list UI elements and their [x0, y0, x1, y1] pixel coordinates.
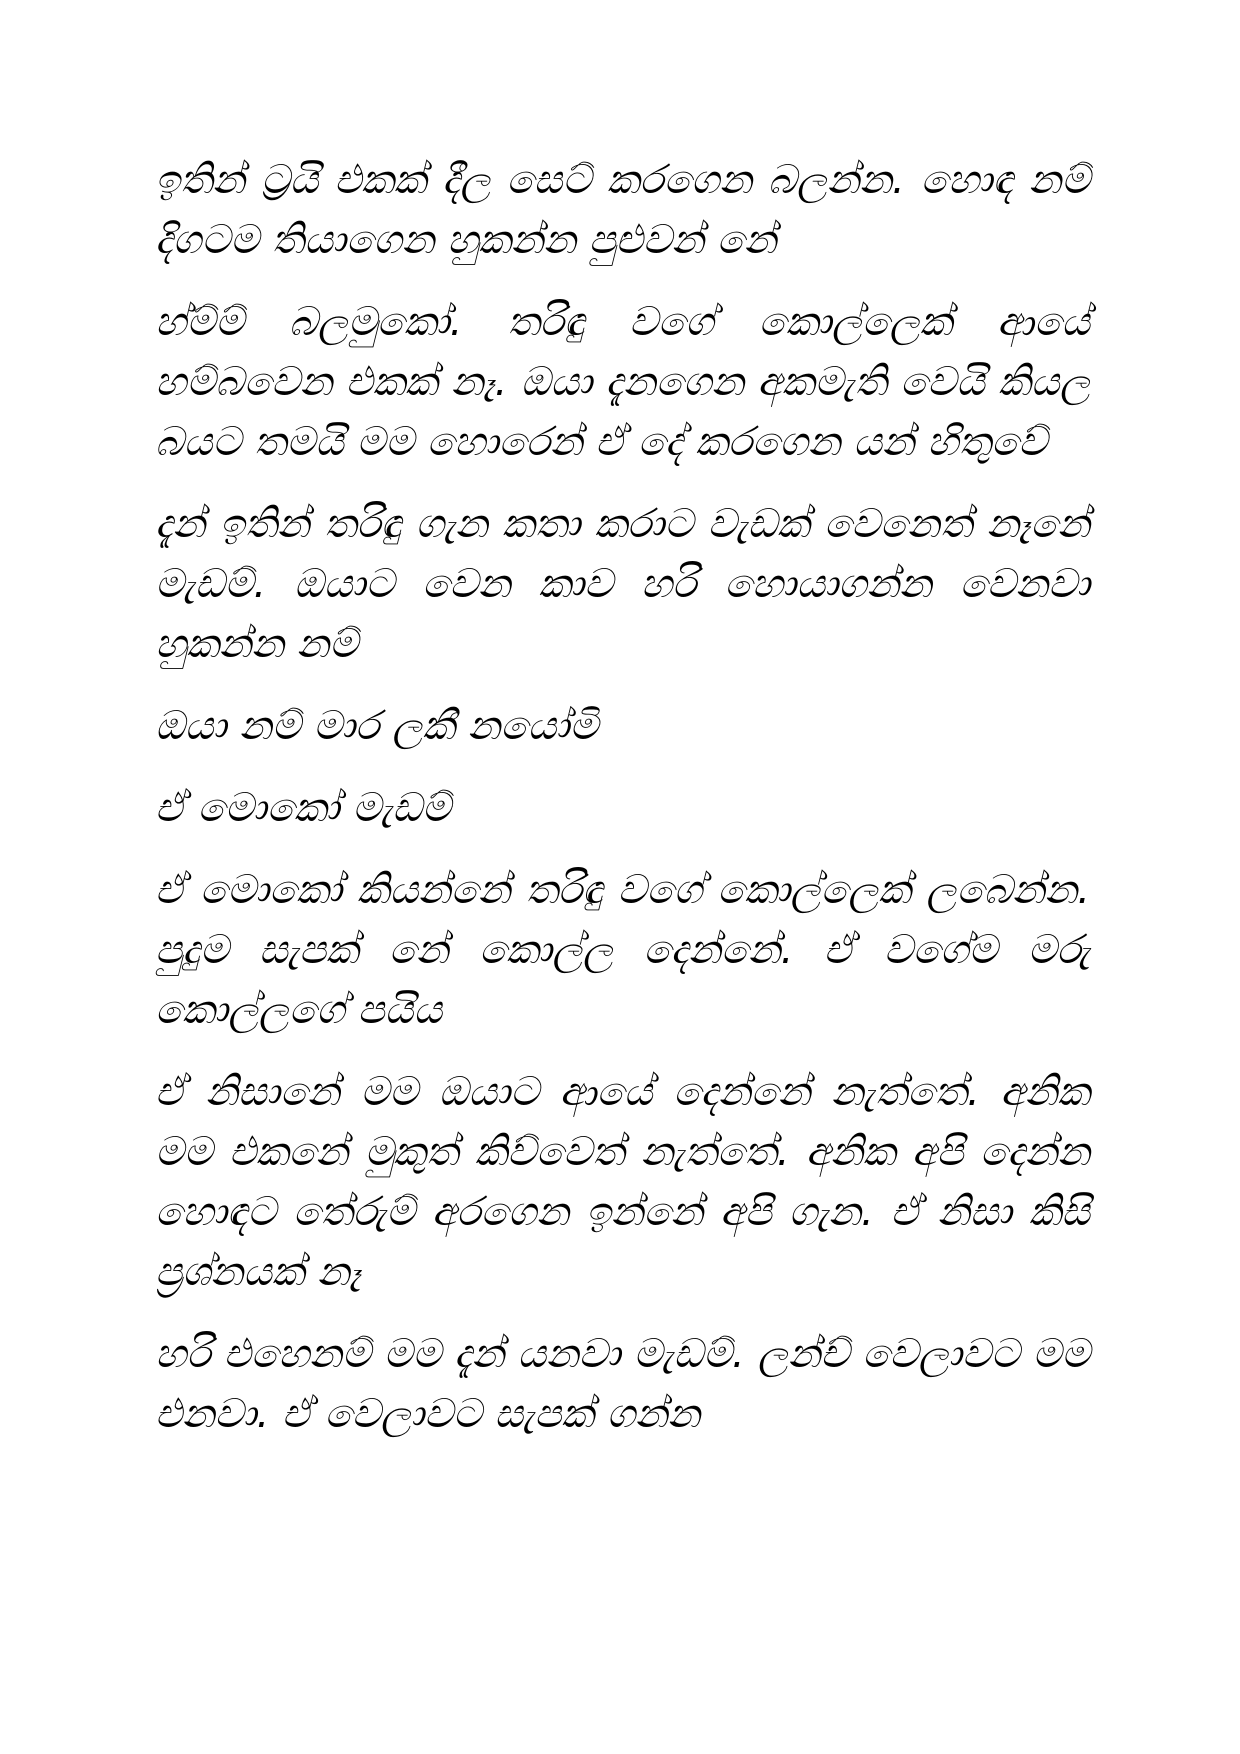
paragraph: ඔයා නම් මාර ලකී නයෝමි	[155, 703, 599, 749]
paragraph: හ්ම්ම් බලමුකෝ. තරිඳු වගේ කොල්ලෙක් ආයේ හම්බවෙන එකක් නෑ. ඔයා දැනගෙන අකමැති වෙයි කියල බයට තමයි මම හොරෙන් ඒ දේ කරගෙන යන් හිතුවේ	[155, 299, 1090, 465]
paragraph: ඒ නිසානේ මම ඔයාට ආයේ දෙන්නේ නැත්තේ. අනික මම එකනේ මුකුත් කිව්වෙත් නැත්තේ. අනික අපි දෙන්න හොඳට තේරුම් අරගෙන ඉන්නේ අපි ගැන. ඒ නිසා කිසි ප්‍රශ්නයක් නෑ	[155, 1069, 1090, 1295]
paragraph: ඉතින් ට්‍රයි එකක් දීල සෙට් කරගෙන බලන්න. හොඳ නම් දිගටම තියාගෙන හුකන්න පුළුවන් නේ	[155, 157, 1090, 263]
document-body	[155, 150, 1090, 1466]
paragraph: ඒ මොකෝ කියන්නේ තරිඳු වගේ කොල්ලෙක් ලබෙන්න. පුදුම සැපක් නේ කොල්ල දෙන්නේ. ඒ වගේම මරු කොල්ලගේ පයිය	[155, 867, 1090, 1033]
paragraph: ඒ මොකෝ මැඩම්	[155, 785, 451, 831]
paragraph: දැන් ඉතින් තරිඳු ගැන කතා කරාට වැඩක් වෙනෙත් නෑනේ මැඩම්. ඔයාට වෙන කාව හරි හොයාගන්න වෙනවා හුකන්න නම්	[155, 501, 1090, 667]
paragraph: හරි එහෙනම් මම දැන් යනවා මැඩම්. ලන්ච් වෙලාවට මම එනවා. ඒ වෙලාවට සැපක් ගන්න	[155, 1331, 1090, 1437]
